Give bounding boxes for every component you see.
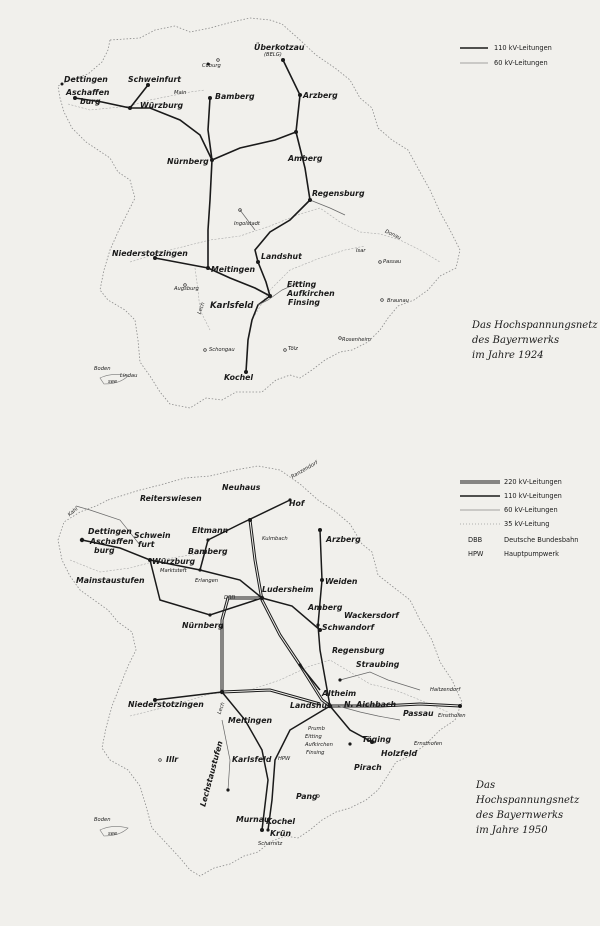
lake-bodensee-2-1950: see (108, 831, 118, 837)
caption-1950-line1: Das Hochspannungsnetz (476, 780, 580, 806)
city-wuerzburg: Würzburg (140, 101, 184, 110)
city-reiterswiesen-1950: Reiterswiesen (140, 494, 202, 503)
city-eitting: Eitting (287, 280, 317, 289)
city-augsburg: Augsburg (174, 286, 199, 292)
legend-dbb-value: Deutsche Bundesbahn (504, 536, 579, 544)
city-straubing-1950: Straubing (356, 660, 400, 669)
city-landshut: Landshut (261, 252, 302, 261)
city-kochel: Kochel (224, 373, 254, 382)
city-finsing: Finsing (288, 298, 320, 307)
city-niederstotzingen: Niederstotzingen (112, 249, 188, 258)
city-aschaffenburg-1: Aschaffen (66, 88, 110, 97)
river-lech-label-1950: Lech (216, 701, 227, 716)
city-lechstaustufen-1950: Lechstaustufen (198, 739, 225, 808)
city-aufkirchen-1950: Aufkirchen (305, 742, 333, 748)
city-scharnitz-1950: Scharnitz (258, 841, 283, 847)
caption-1950-line2: des Bayernwerks (476, 810, 564, 821)
city-pang-1950: Pang (296, 792, 318, 801)
city-dettingen-1950: Dettingen (88, 527, 132, 536)
city-passau: Passau (383, 259, 402, 265)
city-regensburg: Regensburg (312, 189, 365, 198)
city-niederstotzingen-1950: Niederstotzingen (128, 700, 204, 709)
city-neuhaus-1950: Neuhaus (222, 483, 261, 492)
city-bamberg-1950: Bamberg (188, 547, 228, 556)
city-aschaffenburg-2: burg (80, 97, 101, 106)
legend-dbb-key: DBB (468, 536, 483, 544)
city-altheim-1950: Altheim (322, 689, 357, 698)
city-pirach-1950: Pirach (354, 763, 382, 772)
city-eitting-1950: Eitting (305, 734, 322, 740)
city-schwandorf-1950: Schwandorf (322, 623, 374, 632)
caption-1950-line3: im Jahre 1950 (476, 825, 548, 836)
city-ludersheim-1950: Ludersheim (262, 585, 314, 594)
legend-60kv-1950: 60 kV-Leitungen (504, 506, 558, 514)
river-lech-label-1924: Lech (196, 301, 207, 316)
river-donau-label-1924: Donau (383, 228, 402, 242)
city-weiden-1950: Weiden (325, 577, 358, 586)
city-kochel-1950: Kochel (266, 817, 296, 826)
city-ueberkotzau: Überkotzau (254, 43, 305, 52)
city-passau-1950: Passau (403, 709, 434, 718)
city-mainstaustufen-1950: Mainstaustufen (76, 576, 145, 585)
city-ranzendorf-1950: Ranzendorf (290, 460, 319, 481)
city-iller-1950: Illr (166, 755, 179, 764)
city-kulmbach-1950: Kulmbach (262, 536, 288, 542)
city-kahl-1950: Kahl (66, 506, 80, 519)
city-arzberg-1950: Arzberg (326, 535, 361, 544)
lake-bodensee-1-1950: Boden (94, 817, 111, 823)
lake-bodensee-2-1924: see (108, 379, 118, 385)
lake-bodensee-1-1924: Boden (94, 366, 111, 372)
legend-110kv-1924: 110 kV-Leitungen (494, 44, 552, 52)
caption-1950 (476, 778, 600, 838)
city-braunau: Braunau (387, 298, 409, 304)
city-lindau: Lindau (120, 373, 138, 379)
city-hof-1950: Hof (289, 499, 305, 508)
city-schweinfurt-2-1950: furt (138, 540, 155, 549)
caption-1924-line1: Das Hochspannungsnetz (472, 320, 598, 331)
city-murnau-1950: Murnau (236, 815, 270, 824)
city-ingolstadt: Ingolstadt (234, 221, 260, 227)
city-meitingen-1950: Meitingen (228, 716, 273, 725)
city-erlangen-1950: Erlangen (195, 578, 219, 584)
city-schongau: Schongau (209, 347, 235, 353)
city-karlsfeld-1950: Karlsfeld (232, 755, 272, 764)
city-toeging-1950: Töging (362, 735, 392, 744)
city-haitzendorf-1950: Haitzendorf (430, 687, 461, 693)
city-meitingen: Meitingen (211, 265, 256, 274)
lines-220kv-1950 (222, 520, 460, 706)
river-main-label-1924: Main (174, 90, 187, 96)
city-nniederbach-1950: N. Aichbach (344, 700, 397, 709)
city-einsthofen-1950: Einsthofen (438, 713, 466, 719)
legend-60kv-1924: 60 kV-Leitungen (494, 59, 548, 67)
city-marktsteft-1950: Marktsteft (160, 568, 187, 574)
city-amberg: Amberg (288, 154, 323, 163)
city-eltmann-1950: Eltmann (192, 526, 229, 535)
legend-110kv-1950: 110 kV-Leitungen (504, 492, 562, 500)
caption-1924-line2: des Bayernwerks (472, 335, 560, 346)
city-kruen-1950: Krün (270, 829, 291, 838)
city-nuernberg-1950: Nürnberg (182, 621, 224, 630)
city-dbb-1950: DBB (224, 595, 236, 601)
city-ernsthofen2-1950: Ernsthofen (414, 741, 443, 747)
city-hpw-1950: HPW (278, 756, 291, 762)
city-amberg-1950: Amberg (308, 603, 343, 612)
caption-1924-line3: im Jahre 1924 (472, 350, 544, 361)
city-aschaffenburg-2-1950: burg (94, 546, 115, 555)
city-wuerzburg-1950: Würzburg (152, 557, 196, 566)
city-aufkirchen: Aufkirchen (287, 289, 335, 298)
city-bamberg: Bamberg (215, 92, 255, 101)
city-coburg: Coburg (202, 63, 221, 69)
city-schweinfurt-1-1950: Schwein (134, 531, 171, 540)
city-toelz: Tölz (288, 346, 298, 352)
city-hoelzfeld-1950: Holzfeld (381, 749, 418, 758)
city-belg: (BELG) (264, 52, 282, 58)
river-isar-label-1924: Isar (356, 248, 366, 254)
city-prumb-1950: Prumb (308, 726, 325, 732)
city-aschaffenburg-1-1950: Aschaffen (90, 537, 134, 546)
legend-hpw-key: HPW (468, 550, 484, 558)
city-regensburg-1950: Regensburg (332, 646, 385, 655)
city-arzberg: Arzberg (303, 91, 338, 100)
city-landshut-1950: Landshut (290, 701, 331, 710)
city-dettingen: Dettingen (64, 75, 108, 84)
city-wackersdorf-1950: Wackersdorf (344, 611, 399, 620)
legend-220kv-1950: 220 kV-Leitungen (504, 478, 562, 486)
legend-hpw-value: Hauptpumpwerk (504, 550, 559, 558)
city-nuernberg: Nürnberg (167, 157, 209, 166)
city-rosenheim: Rosenheim (342, 337, 371, 343)
city-schweinfurt: Schweinfurt (128, 75, 182, 84)
city-finsing-1950: Finsing (306, 750, 325, 756)
legend-35kv-1950: 35 kV-Leitung (504, 520, 550, 528)
city-karlsfeld: Karlsfeld (210, 301, 254, 311)
